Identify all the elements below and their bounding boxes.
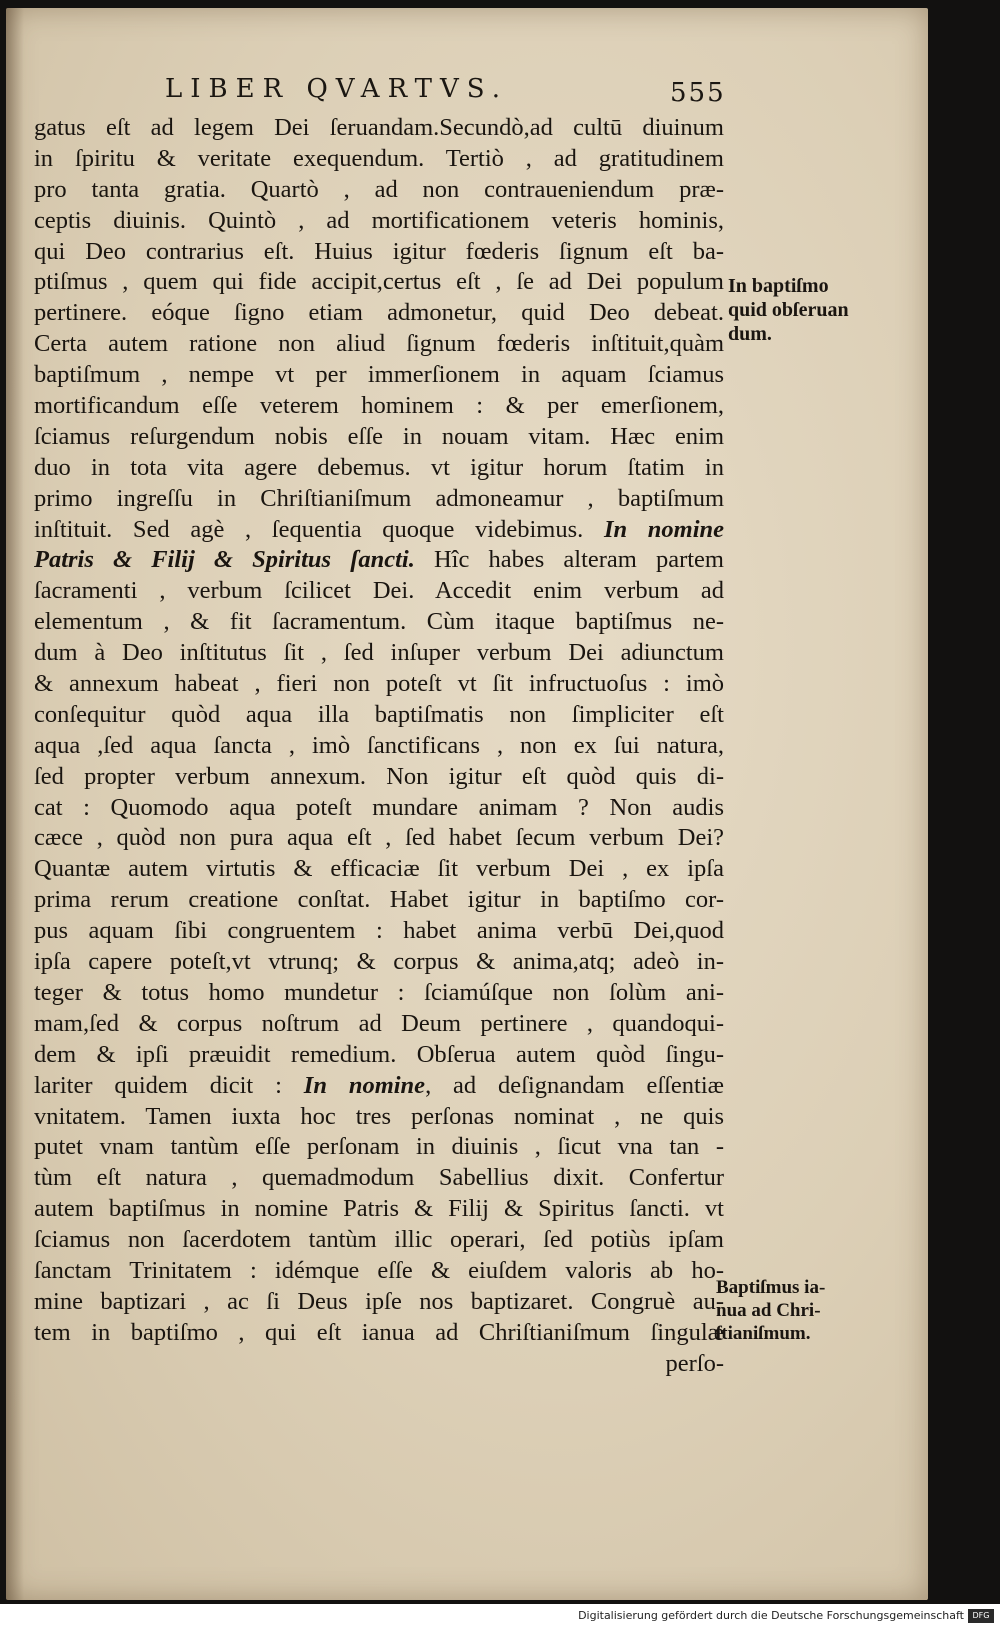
body-text [34,113,724,1380]
catchword: perſo- [665,1349,724,1377]
running-head [165,74,725,114]
margin-note-ianua [716,1276,825,1345]
text-line [34,545,724,576]
text-line: conſequitur quòd aqua illa baptiſmatis non ſimpliciter eſt [34,700,724,728]
margin-note-line: In baptiſmo [728,275,829,297]
gutter-shadow [6,8,24,1600]
text-line: ptiſmus , quem qui fide accipit,certus eſt , ſe ad Dei populum [34,268,724,296]
text-line: pro tanta gratia. Quartò , ad non contraueniendum præ- [34,175,724,203]
text-line: baptiſmum , nempe vt per immerſionem in aquam ſciamus [34,361,724,389]
text-line [34,1071,724,1102]
margin-note-line: nua ad Chri- [716,1300,821,1321]
dfg-logo: DFG [968,1609,994,1623]
text-line: cæce , quòd non pura aqua eſt , ſed habet ſecum verbum Dei? [34,824,724,852]
text-line: putet vnam tantùm eſſe perſonam in diuinis , ſicut vna tan - [34,1133,724,1161]
text-line: Quantæ autem virtutis & efficaciæ ſit verbum Dei , ex ipſa [34,855,724,883]
text-line: ceptis diuinis. Quintò , ad mortificationem veteris hominis, [34,206,724,234]
text-line: cat : Quomodo aqua poteſt mundare animam ? Non audis [34,793,724,821]
text-line: elementum , & fit ſacramentum. Cùm itaque baptiſmus ne- [34,608,724,636]
text-line: mam,ſed & corpus noſtrum ad Deum pertinere , quandoqui- [34,1009,724,1037]
text-line: in ſpiritu & veritate exequendum. Tertiò , ad gratitudinem [34,144,724,172]
italic-phrase: In nomine [603,515,725,543]
text-line: & annexum habeat , fieri non poteſt vt ſit infructuoſus : imò [34,670,724,698]
text-line: mine baptizari , ac ſi Deus ipſe nos baptizaret. Congruè au- [34,1287,724,1315]
text-line: ſed propter verbum annexum. Non igitur eſt quòd quis di- [34,762,724,790]
text-line: ſciamus non ſacerdotem tantùm illic operari, ſed potiùs ipſam [34,1226,724,1254]
text-line: tùm eſt natura , quemadmodum Sabellius dixit. Confertur [34,1164,724,1192]
text-line: duo in tota vita agere debemus. vt igitur horum ſtatim in [34,453,724,481]
text-line: mortificandum eſſe veterem hominem : & per emerſionem, [34,392,724,420]
page-number: 555 [670,78,726,108]
text-line: ſanctam Trinitatem : idémque eſſe & eiuſdem valoris ab ho- [34,1256,724,1284]
text-line: gatus eſt ad legem Dei ſeruandam.Secundò,ad cultū diuinum [34,114,724,141]
text-line: pertinere. eóque ſigno etiam admonetur, quid Deo debeat. [34,299,724,327]
margin-note-baptism [728,274,849,346]
text-line: primo ingreſſu in Chriſtianiſmum admoneamur , baptiſmum [34,484,724,512]
italic-phrase: Patris & Filij & Spiritus ſancti. [34,546,415,574]
footer-strip [0,1604,1000,1630]
margin-note-line: Baptiſmus ia- [716,1277,826,1298]
text-line: qui Deo contrarius eſt. Huius igitur fœderis ſignum eſt ba- [34,237,724,265]
text-segment: , ad deſignandam eſſentiæ [425,1071,725,1099]
text-line: vnitatem. Tamen iuxta hoc tres perſonas nominat , ne quis [34,1102,724,1130]
text-line: aqua ,ſed aqua ſancta , imò ſanctificans , non ex ſui natura, [34,731,724,759]
margin-note-line: dum. [728,323,772,345]
text-line: ipſa capere poteſt,vt vtrunq; & corpus & anima,atq; adeò in- [34,948,724,976]
running-title: LIBER QVARTVS. [165,74,508,104]
text-line: ſciamus reſurgendum nobis eſſe in nouam vitam. Hæc enim [34,422,724,450]
text-segment: Hîc habes alteram partem [433,546,724,574]
text-line: ſacramenti , verbum ſcilicet Dei. Accedit enim verbum ad [34,577,724,605]
text-line: Certa autem ratione non aliud ſignum fœderis inſtituit,quàm [34,330,724,358]
digitization-credit: Digitalisierung gefördert durch die Deutsche Forschungsgemeinschaft [578,1609,964,1622]
text-line: dem & ipſi præuidit remedium. Obſerua autem quòd ſingu- [34,1040,724,1068]
margin-note-line: ſtianiſmum. [716,1323,811,1344]
text-segment: inſtituit. Sed agè , ſequentia quoque videbimus. [34,515,584,543]
margin-note-line: quid obſeruan [728,299,849,321]
text-line: autem baptiſmus in nomine Patris & Filij & Spiritus ſancti. vt [34,1195,724,1223]
text-line: tem in baptiſmo , qui eſt ianua ad Chriſtianiſmum ſingulæ [34,1318,724,1346]
text-segment: lariter quidem dicit : [34,1071,282,1099]
text-line: pus aquam ſibi congruentem : habet anima verbū Dei,quod [34,917,724,945]
text-line: teger & totus homo mundetur : ſciamúſque non ſolùm ani- [34,978,724,1006]
text-line: dum à Deo inſtitutus ſit , ſed inſuper verbum Dei adiunctum [34,639,724,667]
italic-phrase: In nomine [303,1071,426,1099]
text-line [34,515,724,546]
text-line: prima rerum creatione conſtat. Habet igitur in baptiſmo cor- [34,886,724,914]
